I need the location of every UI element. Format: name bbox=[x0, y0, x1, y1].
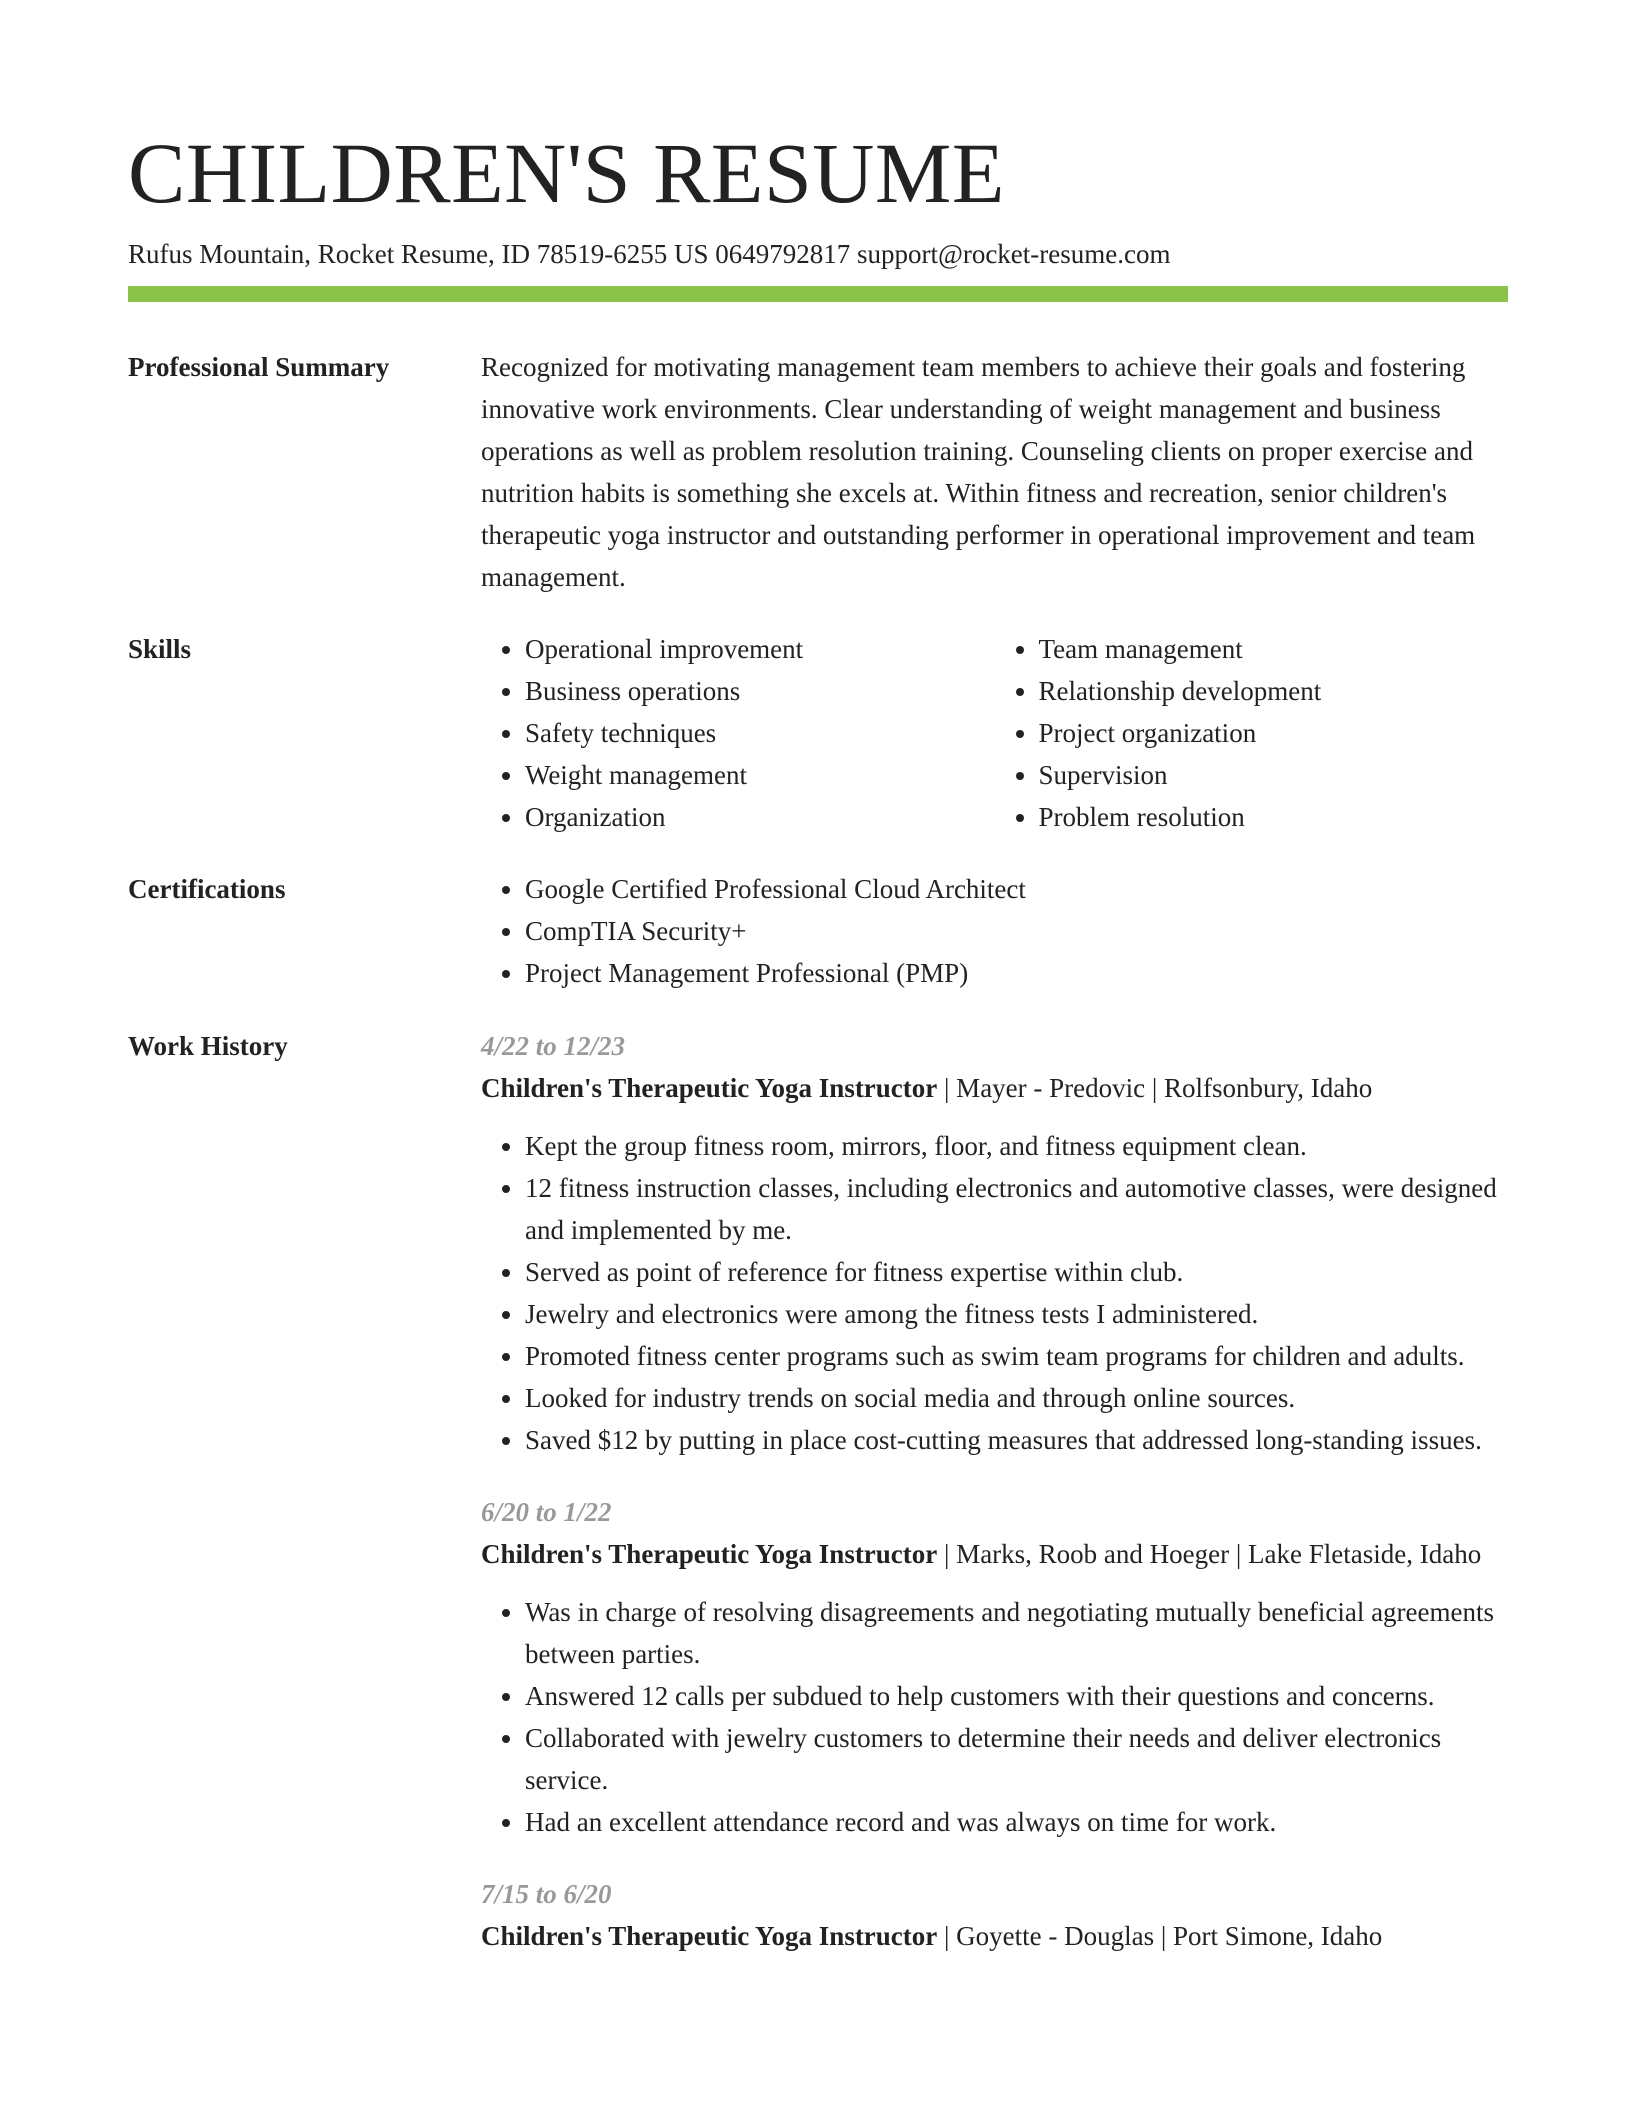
job-title-line bbox=[481, 1915, 1508, 1957]
accent-divider bbox=[128, 286, 1508, 302]
list-item: • Served as point of reference for fitness expertise within club. bbox=[525, 1251, 1508, 1293]
list-item: • Was in charge of resolving disagreements and negotiating mutually beneficial agreements between parties. bbox=[525, 1591, 1508, 1675]
certifications-list bbox=[481, 868, 1508, 994]
resume-header bbox=[128, 118, 1508, 274]
skills-list-right bbox=[995, 628, 1509, 838]
job-employer-location: | Goyette - Douglas | Port Simone, Idaho bbox=[937, 1921, 1383, 1951]
list-item: • CompTIA Security+ bbox=[525, 910, 1508, 952]
job-title: Children's Therapeutic Yoga Instructor bbox=[481, 1921, 938, 1951]
list-item: • Project Management Professional (PMP) bbox=[525, 952, 1508, 994]
list-item: • 12 fitness instruction classes, including electronics and automotive classes, were designed and implemented by me. bbox=[525, 1167, 1508, 1251]
job-title: Children's Therapeutic Yoga Instructor bbox=[481, 1539, 938, 1569]
summary-text: Recognized for motivating management team members to achieve their goals and fostering innovative work environments. Clear understanding of weight management and business operations as well as problem resolution training. Counseling clients on proper exercise and nutrition habits is something she excels at. Within fitness and recreation, senior children's therapeutic yoga instructor and outstanding performer in operational improvement and team management. bbox=[481, 352, 1476, 592]
resume-title: CHILDREN'S RESUME bbox=[128, 125, 1005, 221]
skills-body bbox=[481, 628, 1508, 838]
list-item: • Kept the group fitness room, mirrors, floor, and fitness equipment clean. bbox=[525, 1125, 1508, 1167]
section-title-work-history: Work History bbox=[128, 1031, 288, 1061]
summary-body bbox=[481, 346, 1508, 598]
contact-line: Rufus Mountain, Rocket Resume, ID 78519-6255 US 0649792817 support@rocket-resume.com bbox=[128, 239, 1171, 269]
list-item: • Organization bbox=[525, 796, 995, 838]
job-dates: 4/22 to 12/23 bbox=[481, 1031, 626, 1061]
skills-grid bbox=[481, 628, 1508, 838]
job-entry bbox=[481, 1491, 1508, 1843]
section-title-certifications: Certifications bbox=[128, 874, 286, 904]
list-item: • Weight management bbox=[525, 754, 995, 796]
list-item: • Answered 12 calls per subdued to help customers with their questions and concerns. bbox=[525, 1675, 1508, 1717]
list-item: • Supervision bbox=[1039, 754, 1509, 796]
job-title: Children's Therapeutic Yoga Instructor bbox=[481, 1073, 938, 1103]
job-dates: 7/15 to 6/20 bbox=[481, 1879, 612, 1909]
job-title-line bbox=[481, 1067, 1508, 1109]
job-bullets bbox=[481, 1591, 1508, 1843]
job-title-line bbox=[481, 1533, 1508, 1575]
list-item: • Relationship development bbox=[1039, 670, 1509, 712]
list-item: • Collaborated with jewelry customers to determine their needs and deliver electronics service. bbox=[525, 1717, 1508, 1801]
list-item: • Saved $12 by putting in place cost-cutting measures that addressed long-standing issues. bbox=[525, 1419, 1508, 1461]
list-item: • Business operations bbox=[525, 670, 995, 712]
job-employer-location: | Mayer - Predovic | Rolfsonbury, Idaho bbox=[937, 1073, 1373, 1103]
list-item: • Jewelry and electronics were among the fitness tests I administered. bbox=[525, 1293, 1508, 1335]
list-item: • Had an excellent attendance record and was always on time for work. bbox=[525, 1801, 1508, 1843]
job-entry bbox=[481, 1873, 1508, 1957]
list-item: • Promoted fitness center programs such as swim team programs for children and adults. bbox=[525, 1335, 1508, 1377]
skills-list-left bbox=[481, 628, 995, 838]
list-item: • Google Certified Professional Cloud Architect bbox=[525, 868, 1508, 910]
list-item: • Operational improvement bbox=[525, 628, 995, 670]
list-item: • Safety techniques bbox=[525, 712, 995, 754]
job-dates: 6/20 to 1/22 bbox=[481, 1497, 612, 1527]
job-bullets bbox=[481, 1125, 1508, 1461]
list-item: • Project organization bbox=[1039, 712, 1509, 754]
certifications-body bbox=[481, 868, 1508, 994]
work-history-body bbox=[481, 1025, 1508, 1987]
section-title-summary: Professional Summary bbox=[128, 352, 390, 382]
list-item: • Problem resolution bbox=[1039, 796, 1509, 838]
section-title-skills: Skills bbox=[128, 634, 192, 664]
job-employer-location: | Marks, Roob and Hoeger | Lake Fletaside, Idaho bbox=[937, 1539, 1482, 1569]
list-item: • Team management bbox=[1039, 628, 1509, 670]
list-item: • Looked for industry trends on social media and through online sources. bbox=[525, 1377, 1508, 1419]
job-entry bbox=[481, 1025, 1508, 1461]
